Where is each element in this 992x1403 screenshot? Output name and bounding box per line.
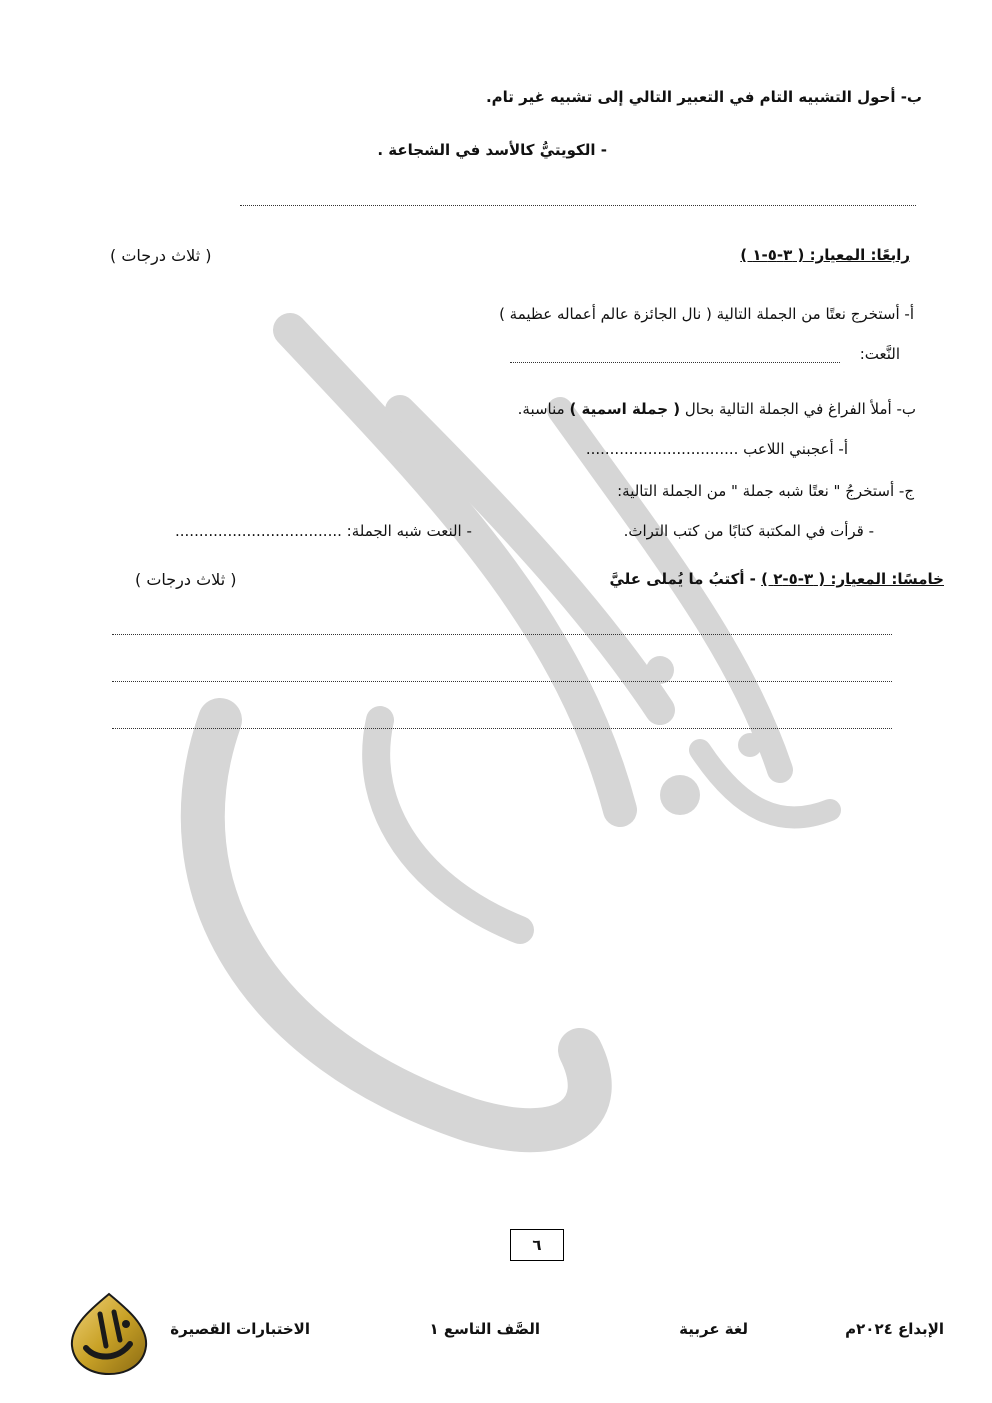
answer-line[interactable] [240,205,916,206]
section4-c-sentence: - قرأت في المكتبة كتابًا من كتب التراث. [623,522,874,540]
answer-line[interactable] [112,634,892,635]
section4-b-item: أ- أعجبني اللاعب ................................ [585,440,848,458]
section4-marks: ( ثلاث درجات ) [110,246,212,265]
section4-b-bold: ( جملة اسمية ) [569,400,681,418]
section4-c-answer: - النعت شبه الجملة: ................................... [175,522,472,540]
section4-a-answer-label: النَّعت: [859,345,900,363]
page-number: ٦ [510,1229,564,1261]
section5-title: خامسًا: المعيار: ( ٣-٥-٢ ) [761,570,944,588]
section5-marks: ( ثلاث درجات ) [135,570,237,589]
footer-series: الاختبارات القصيرة [170,1320,310,1338]
ibdaa-watermark-icon [140,290,860,1190]
section4-a-instruction: أ- أستخرج نعتًا من الجملة التالية ( نال الجائزة عالم أعماله عظيمة ) [499,305,914,323]
section4-b-prefix: ب- أملأ الفراغ في الجملة التالية بحال [684,400,916,418]
section4-b-suffix: مناسبة. [517,400,565,418]
section5-task: - أكتبُ ما يُملى عليَّ [609,570,756,588]
footer-grade: الصَّف التاسع ١ [429,1320,540,1338]
ibdaa-logo-icon [66,1290,152,1376]
footer-edition: الإبداع ٢٠٢٤م [845,1320,944,1338]
section5-header [609,570,944,588]
section4-b-instruction [518,400,916,418]
q3-b-sentence: - الكويتيُّ كالأسد في الشجاعة . [377,141,607,159]
answer-line[interactable] [112,728,892,729]
section4-c-instruction: ج- أستخرجُ " نعتًا شبه جملة " من الجملة التالية: [617,482,914,500]
answer-line[interactable] [510,362,840,363]
answer-line[interactable] [112,681,892,682]
q3-b-instruction: ب- أحول التشبيه التام في التعبير التالي إلى تشبيه غير تام. [485,88,922,106]
section4-title: رابعًا: المعيار: ( ٣-٥-١ ) [740,246,910,264]
footer-subject: لغة عربية [679,1320,748,1338]
